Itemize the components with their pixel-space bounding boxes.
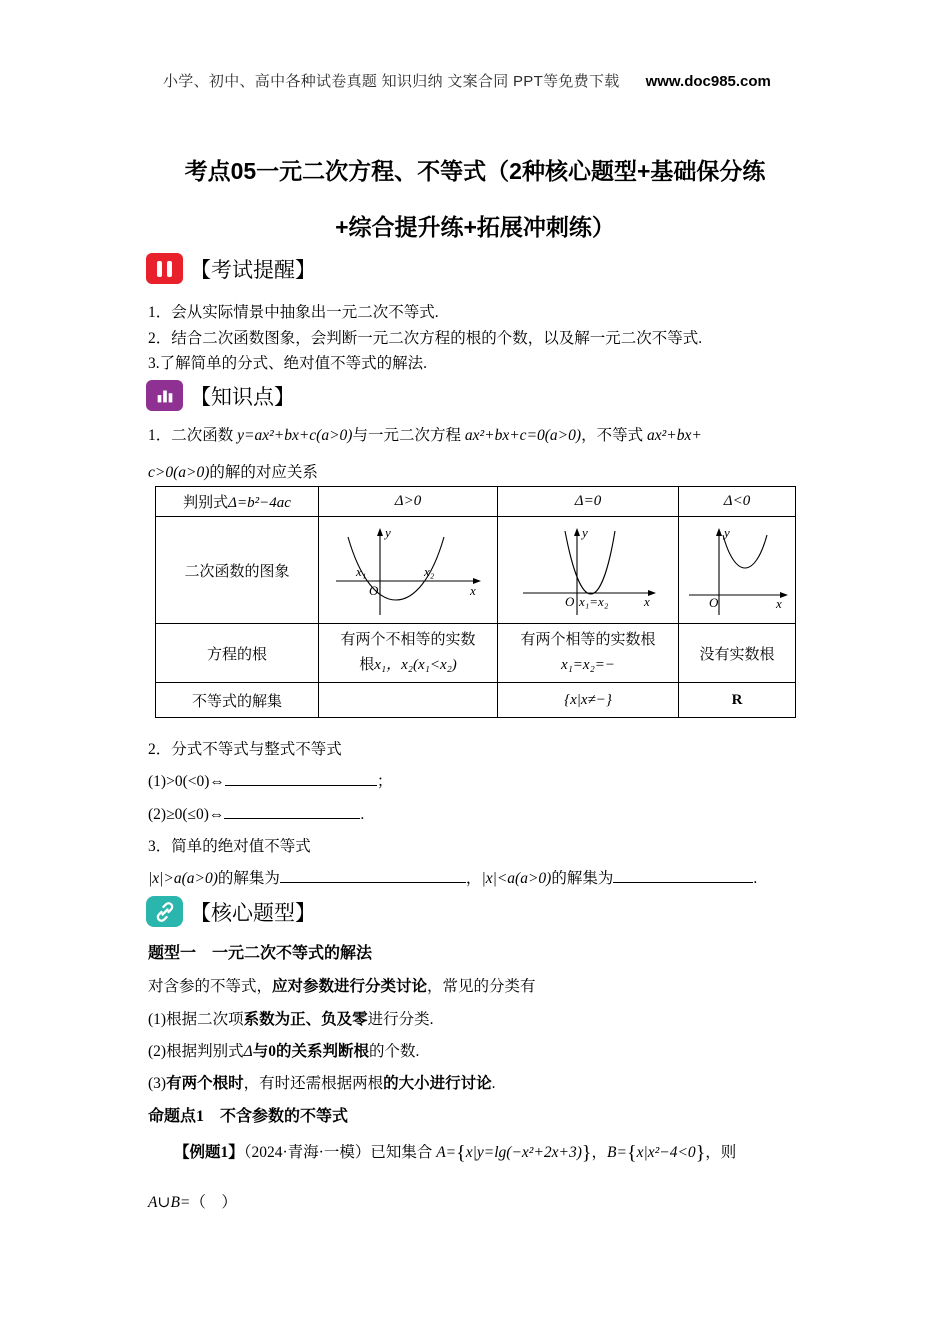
pause-icon bbox=[146, 253, 183, 284]
origin-label: O bbox=[565, 594, 575, 609]
cell-delta-positive: Δ>0 bbox=[319, 487, 498, 517]
fraction-2-punct: . bbox=[360, 806, 365, 823]
cell-roots-equal bbox=[498, 624, 679, 683]
roots-equal-line1: 有两个相等的实数根 bbox=[520, 632, 656, 648]
pause-bar bbox=[167, 261, 172, 277]
cell-graph-equal-roots bbox=[498, 517, 679, 624]
cell-roots-label: 方程的根 bbox=[156, 624, 319, 683]
roots-distinct-line1: 有两个不相等的实数 bbox=[340, 632, 476, 648]
table-row-solution bbox=[156, 683, 796, 718]
bar-chart-glyph bbox=[154, 385, 176, 407]
fraction-inequality-1 bbox=[148, 769, 828, 794]
knowledge-heading-row bbox=[146, 380, 295, 411]
cell-delta-zero: Δ=0 bbox=[498, 487, 679, 517]
topic-1-title: 题型一 一元二次不等式的解法 bbox=[148, 945, 373, 962]
fraction-1-text: (1)>0(<0)⇔ bbox=[148, 773, 225, 790]
absolute-value-head: 3．简单的绝对值不等式 bbox=[148, 838, 311, 855]
cell-roots-none: 没有实数根 bbox=[679, 624, 796, 683]
doc-title-line1: 考点05一元二次方程、不等式（2种核心题型+基础保分练 bbox=[184, 158, 766, 184]
cell-discriminant-label: 判别式Δ=b²−4ac bbox=[156, 487, 319, 517]
pause-bar bbox=[157, 261, 162, 277]
cell-solution-delta-negative: R bbox=[679, 683, 796, 718]
abs-part2: |x|<a(a>0)的解集为 bbox=[481, 870, 614, 887]
cell-solution-delta-positive bbox=[319, 683, 498, 718]
exam-alert-heading-row bbox=[146, 253, 316, 284]
blank-line bbox=[280, 867, 466, 883]
core-topics-heading-row bbox=[146, 896, 316, 927]
table-row-discriminant bbox=[156, 487, 796, 517]
exam-alert-item-1: 1．会从实际情景中抽象出一元二次不等式. bbox=[148, 304, 439, 321]
cell-graph-two-roots bbox=[319, 517, 498, 624]
discriminant-table bbox=[155, 486, 796, 718]
parabola-two-roots-graph bbox=[328, 521, 488, 619]
absolute-value-line bbox=[148, 866, 828, 891]
header-left-text: 小学、初中、高中各种试卷真题 知识归纳 文案合同 PPT等免费下载 bbox=[163, 73, 620, 90]
axis-label-x: x bbox=[470, 583, 476, 598]
link-icon bbox=[146, 896, 183, 927]
axis-label-y: y bbox=[724, 525, 730, 540]
classify-point-1: (1)根据二次项系数为正、负及零进行分类. bbox=[148, 1011, 434, 1028]
page-header bbox=[163, 70, 791, 91]
axis-label-y: y bbox=[385, 525, 391, 540]
core-topics-heading: 【核心题型】 bbox=[190, 900, 316, 925]
origin-label: O bbox=[369, 583, 379, 598]
header-site-link[interactable]: www.doc985.com bbox=[645, 73, 771, 90]
example-1-line1: 【例题1】（2024·青海·一模）已知集合 A={x|y=lg(−x²+2x+3)}，B={x|x²−4<0}，则 bbox=[174, 1142, 737, 1164]
doc-title-line2: +综合提升练+拓展冲刺练） bbox=[335, 214, 615, 240]
cell-graph-no-roots bbox=[679, 517, 796, 624]
abs-comma: ， bbox=[465, 870, 482, 887]
origin-label: O bbox=[709, 595, 719, 610]
table-row-graphs bbox=[156, 517, 796, 624]
knowledge-heading: 【知识点】 bbox=[190, 384, 295, 409]
parabola-no-roots-graph bbox=[683, 521, 795, 619]
cell-graph-label: 二次函数的图象 bbox=[156, 517, 319, 624]
roots-distinct-line2: 根x₁，x₂(x₁<x₂) bbox=[359, 657, 457, 673]
exam-alert-item-3: 3.了解简单的分式、绝对值不等式的解法. bbox=[148, 355, 428, 372]
bar-chart-icon bbox=[146, 380, 183, 411]
root-label-x2: x₂ bbox=[424, 564, 435, 579]
link-glyph bbox=[153, 900, 177, 924]
blank-line bbox=[613, 867, 753, 883]
fraction-section-head: 2．分式不等式与整式不等式 bbox=[148, 741, 342, 758]
roots-equal-line2: x₁=x₂=− bbox=[560, 657, 616, 673]
root-label-x1-equals-x2: x₁=x₂ bbox=[579, 594, 609, 609]
classify-point-3: (3)有两个根时，有时还需根据两根的大小进行讨论. bbox=[148, 1075, 496, 1092]
example-1-line2: A∪B=（ ） bbox=[148, 1194, 237, 1211]
abs-part1: |x|>a(a>0)的解集为 bbox=[148, 870, 280, 887]
cell-delta-negative: Δ<0 bbox=[679, 487, 796, 517]
cell-solution-delta-zero: {x|x≠−} bbox=[498, 683, 679, 718]
fraction-inequality-2 bbox=[148, 802, 828, 827]
exam-alert-item-2: 2．结合二次函数图象，会判断一元二次方程的根的个数，以及解一元二次不等式. bbox=[148, 330, 703, 347]
cell-roots-distinct bbox=[319, 624, 498, 683]
abs-period: . bbox=[753, 870, 758, 887]
blank-line bbox=[224, 803, 360, 819]
axis-label-x: x bbox=[776, 596, 782, 611]
axis-label-x: x bbox=[644, 594, 650, 609]
proposition-point-1: 命题点1 不含参数的不等式 bbox=[148, 1108, 349, 1125]
exam-alert-heading: 【考试提醒】 bbox=[190, 257, 316, 282]
blank-line bbox=[225, 770, 377, 786]
fraction-2-text: (2)≥0(≤0)⇔ bbox=[148, 806, 225, 823]
topic-intro: 对含参的不等式，应对参数进行分类讨论，常见的分类有 bbox=[148, 978, 536, 995]
cell-solution-label: 不等式的解集 bbox=[156, 683, 319, 718]
knowledge-paragraph-line2: c>0(a>0)的解的对应关系 bbox=[148, 464, 318, 481]
table-row-roots bbox=[156, 624, 796, 683]
root-label-x1: x₁ bbox=[356, 564, 367, 579]
fraction-1-punct: ； bbox=[376, 773, 393, 790]
axis-label-y: y bbox=[582, 525, 588, 540]
parabola-tangent-graph bbox=[513, 521, 663, 619]
classify-point-2: (2)根据判别式Δ与0的关系判断根的个数. bbox=[148, 1043, 420, 1060]
knowledge-paragraph-line1: 1．二次函数 y=ax²+bx+c(a>0)与一元二次方程 ax²+bx+c=0(a>0)，不等式 ax²+bx+ bbox=[148, 427, 702, 444]
